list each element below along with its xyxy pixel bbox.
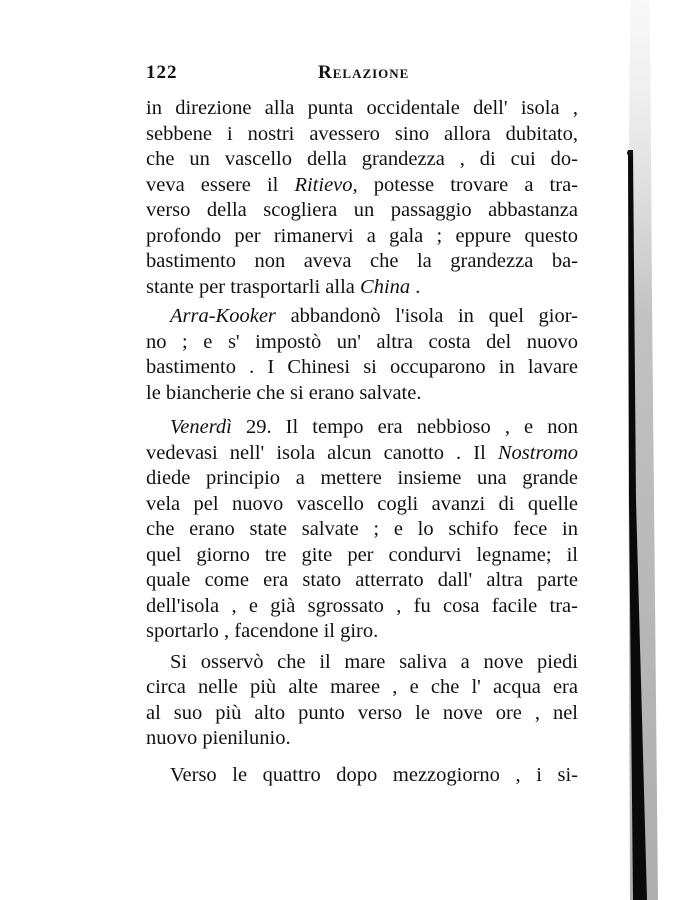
text-line xyxy=(146,492,578,518)
text-segment: no ; e s' impostò un' altra costa del nuovo xyxy=(146,330,578,353)
text-line xyxy=(146,594,578,620)
text-segment: verso della scogliera un passaggio abbastanza xyxy=(146,199,578,221)
italic-text: China xyxy=(360,275,411,298)
text-line xyxy=(146,517,578,543)
text-line xyxy=(146,650,578,676)
text-segment: diede principio a mettere insieme una grande xyxy=(146,467,578,489)
italic-text: Arra-Kooker xyxy=(170,305,276,327)
text-segment: quel giorno tre gite per condurvi legname; il xyxy=(146,543,578,566)
page-number: 122 xyxy=(146,62,178,83)
body-text xyxy=(146,96,578,788)
text-segment: Verso le quattro dopo mezzogiorno , i si- xyxy=(170,763,578,786)
text-segment: . xyxy=(410,275,421,298)
text-segment: profondo per rimanervi a gala ; eppure questo xyxy=(146,224,578,247)
italic-text: Nostromo xyxy=(497,441,578,464)
text-line xyxy=(146,675,578,701)
paragraph xyxy=(146,96,578,300)
text-segment: abbandonò l'isola in quel gior- xyxy=(275,305,578,327)
italic-text: Venerdì xyxy=(170,416,232,438)
paragraph xyxy=(146,763,578,789)
text-segment: le biancherie che si erano salvate. xyxy=(146,381,422,404)
text-segment: circa nelle più alte maree , e che l' acqua era xyxy=(146,676,578,698)
text-segment: bastimento . I Chinesi si occuparono in lavare xyxy=(146,356,578,378)
text-line xyxy=(146,96,578,122)
text-line xyxy=(146,543,578,569)
text-line xyxy=(146,381,578,407)
text-line xyxy=(146,568,578,594)
text-line xyxy=(146,173,578,199)
text-segment: sportarlo , facendone il giro. xyxy=(146,620,379,642)
text-segment: stante per trasportarli alla xyxy=(146,275,361,298)
text-line xyxy=(146,249,578,275)
paragraph xyxy=(146,650,578,752)
text-segment: vedevasi nell' isola alcun canotto . Il xyxy=(146,441,498,464)
text-segment: al suo più alto punto verso le nove ore , nel xyxy=(146,701,578,724)
text-segment: sebbene i nostri avessero sino allora dubitato, xyxy=(146,122,578,145)
text-line xyxy=(146,726,578,752)
text-segment: vela pel nuovo vascello cogli avanzi di quelle xyxy=(146,492,578,515)
text-segment: potesse trovare a tra- xyxy=(357,173,578,196)
text-line xyxy=(146,415,578,441)
text-line xyxy=(146,275,578,301)
text-segment: Si osservò che il mare saliva a nove piedi xyxy=(170,650,578,673)
running-title: Relazione xyxy=(318,62,410,83)
page-edge-shadow xyxy=(600,0,677,900)
text-line xyxy=(146,304,578,330)
text-segment: 29. Il tempo era nebbioso , e non xyxy=(231,416,578,438)
text-segment: dell'isola , e già sgrossato , fu cosa facile tra- xyxy=(146,594,578,617)
text-line xyxy=(146,619,578,645)
paragraph xyxy=(146,304,578,406)
text-line xyxy=(146,330,578,356)
italic-text: Ritievo, xyxy=(294,173,358,196)
text-segment: veva essere il xyxy=(146,173,295,196)
text-line xyxy=(146,763,578,789)
text-line xyxy=(146,701,578,727)
paragraph xyxy=(146,415,578,645)
text-segment: bastimento non aveva che la grandezza ba- xyxy=(146,250,578,272)
text-line xyxy=(146,441,578,467)
text-segment: quale come era stato atterrato dall' altra parte xyxy=(146,569,578,591)
text-line xyxy=(146,122,578,148)
text-line xyxy=(146,198,578,224)
text-line xyxy=(146,466,578,492)
text-line xyxy=(146,355,578,381)
text-segment: che un vascello della grandezza , di cui do- xyxy=(146,148,578,170)
text-segment: che erano state salvate ; e lo schifo fece in xyxy=(146,518,578,540)
text-line xyxy=(146,224,578,250)
text-segment: in direzione alla punta occidentale dell' isola , xyxy=(146,97,578,119)
text-segment: nuovo pienilunio. xyxy=(146,727,291,749)
text-line xyxy=(146,147,578,173)
